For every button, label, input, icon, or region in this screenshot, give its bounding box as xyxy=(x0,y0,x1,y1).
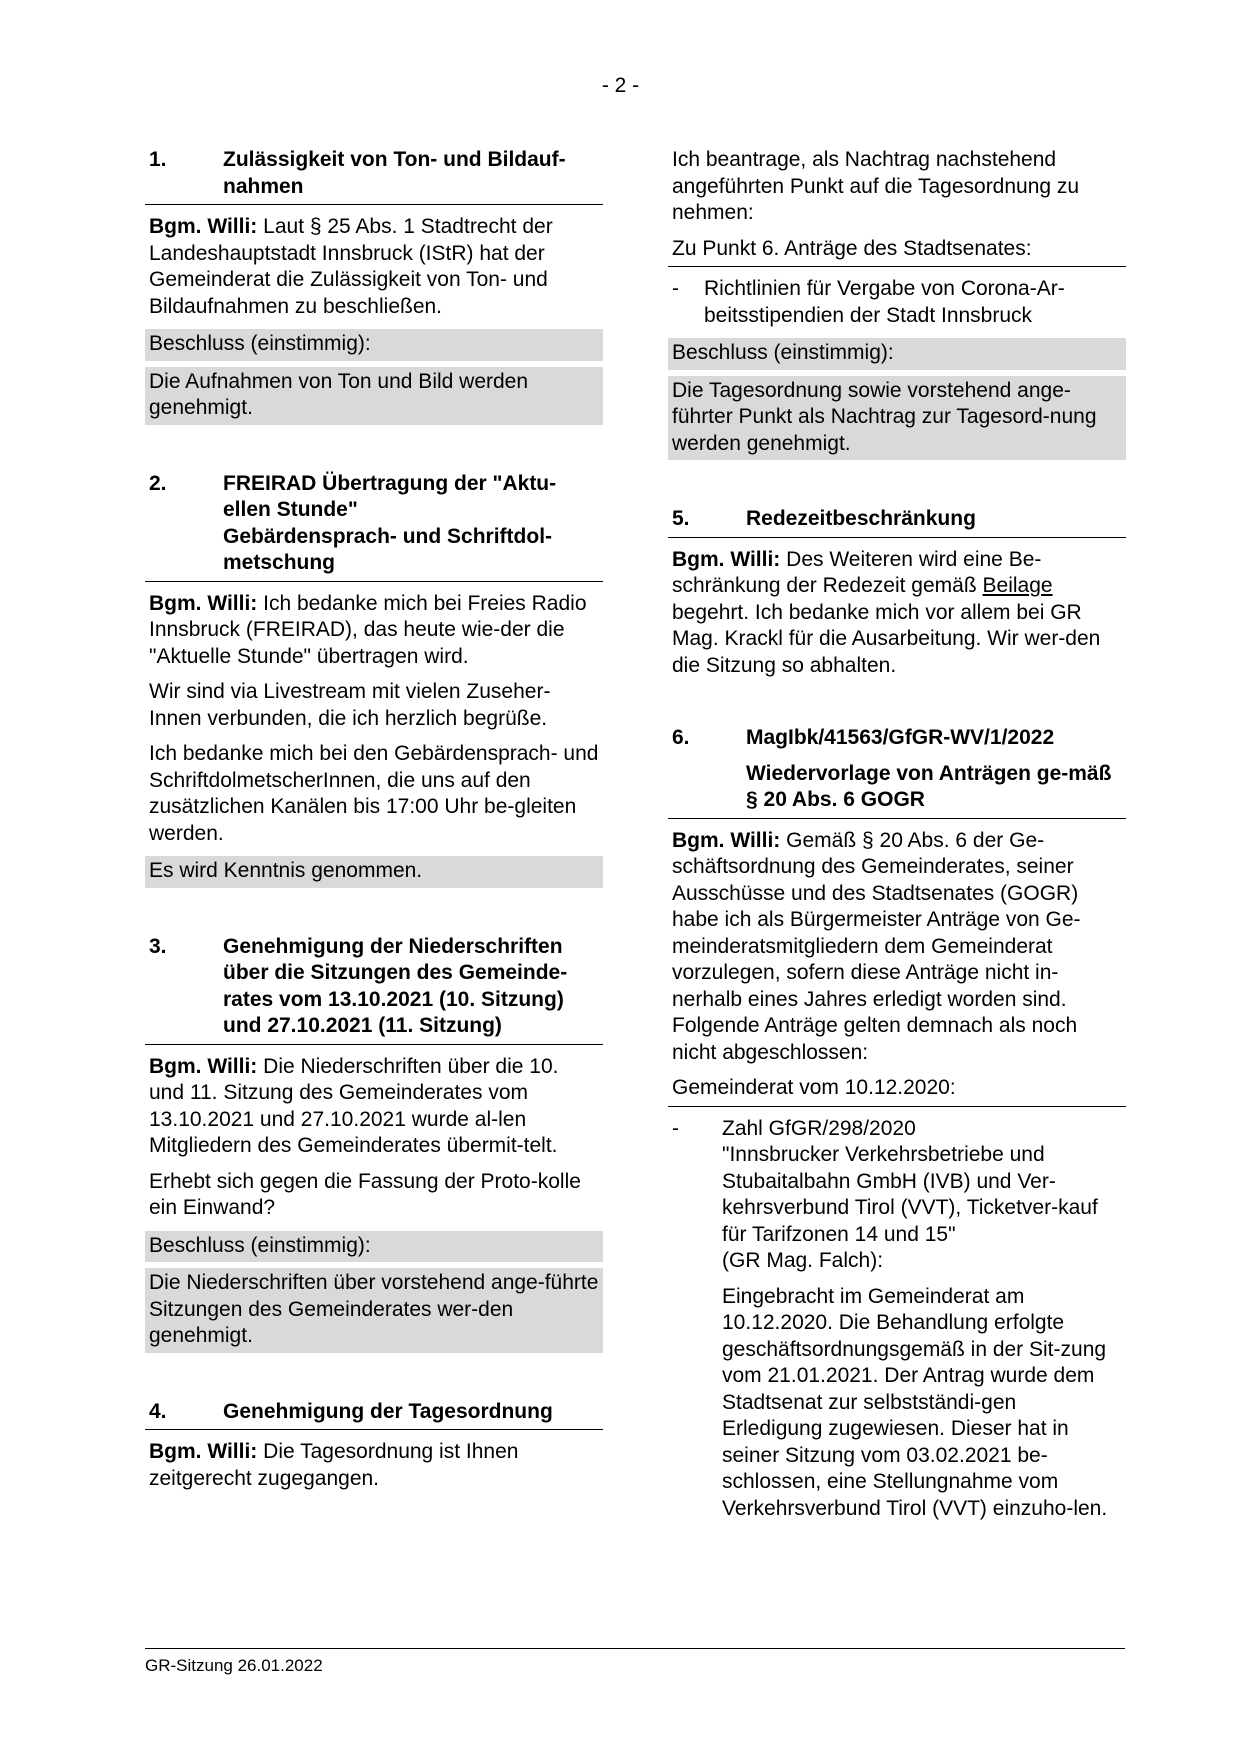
attachment-link[interactable]: Beilage xyxy=(982,574,1053,597)
speech-text: begehrt. Ich bedanke mich vor allem bei GR Mag. Krackl für die Ausarbeitung. Wir wer-den die Sitzung so abhalten. xyxy=(672,600,1101,677)
speech-text: Ich bedanke mich bei Freies Radio Innsbruck (FREIRAD), das heute wie-der die "Aktuelle Stunde" übertragen wird. xyxy=(149,591,587,668)
speech-text: Die Tagesordnung ist Ihnen zeitgerecht zugegangen. xyxy=(149,1440,519,1490)
decision-text: Die Niederschriften über vorstehend ange-führte Sitzungen des Gemeinderates wer-den genehmigt. xyxy=(145,1268,603,1353)
section-number: 5. xyxy=(672,507,690,530)
decision-text: Die Aufnahmen von Ton und Bild werden genehmigt. xyxy=(145,367,603,425)
speaker-label: Bgm. Willi: xyxy=(672,828,781,852)
speaker-label: Bgm. Willi: xyxy=(149,591,258,615)
speaker-label: Bgm. Willi: xyxy=(149,1054,258,1078)
section-5-heading xyxy=(668,506,1126,538)
paragraph: Ich bedanke mich bei den Gebärdensprach- und SchriftdolmetscherInnen, die uns auf den zusätzlichen Kanälen bis 17:00 Uhr be-gleiten werden. xyxy=(149,742,599,845)
section-1-heading xyxy=(145,147,603,205)
section-title: Zulässigkeit von Ton- und Bildauf-nahmen xyxy=(223,148,566,198)
section-title: Genehmigung der Niederschriften über die Sitzungen des Gemeinde-rates vom 13.10.2021 (10. Sitzung) und 27.10.2021 (11. Sitzung) xyxy=(223,934,568,1037)
section-6-heading xyxy=(668,725,1126,752)
agenda-point-label: Zu Punkt 6. Anträge des Stadtsenates: xyxy=(668,236,1126,268)
speech-text: Laut § 25 Abs. 1 Stadtrecht der Landeshauptstadt Innsbruck (IStR) hat der Gemeinderat die Zulässigkeit von Ton- und Bildaufnahmen zu beschließen. xyxy=(149,215,553,318)
paragraph: Wir sind via Livestream mit vielen Zuseher-Innen verbunden, die ich herzlich begrüße. xyxy=(149,680,551,730)
speech-paragraph xyxy=(668,828,1126,1067)
sub-heading: Gemeinderat vom 10.12.2020: xyxy=(668,1075,1126,1107)
list-item-line: Zahl GfGR/298/2020 xyxy=(722,1116,916,1140)
speaker-label: Bgm. Willi: xyxy=(149,1440,258,1463)
speech-paragraph xyxy=(145,1054,603,1160)
speech-paragraph xyxy=(145,1439,603,1492)
speaker-label: Bgm. Willi: xyxy=(149,215,258,238)
list-item-body xyxy=(722,1116,1122,1275)
paragraph: Erhebt sich gegen die Fassung der Proto-kolle ein Einwand? xyxy=(149,1169,581,1219)
page-footer: GR-Sitzung 26.01.2022 xyxy=(145,1648,1125,1676)
speech-paragraph xyxy=(145,591,603,671)
section-number: 4. xyxy=(149,1399,167,1423)
section-title-line: Gebärdensprach- und Schriftdol-metschung xyxy=(223,524,553,574)
decision-label: Beschluss (einstimmig): xyxy=(145,1231,603,1263)
section-title xyxy=(223,471,599,577)
section-2-heading xyxy=(145,471,603,582)
section-title: Redezeitbeschränkung xyxy=(746,507,976,530)
speech-paragraph xyxy=(668,547,1126,680)
section-number: 2. xyxy=(149,471,167,495)
section-number: 1. xyxy=(149,148,167,171)
list-item-line: "Innsbrucker Verkehrsbetriebe und Stubaitalbahn GmbH (IVB) und Ver-kehrsverbund Tirol (VVT), Ticketver-kauf für Tarifzonen 14 und 15" xyxy=(722,1143,1098,1246)
list-item-paragraph: Eingebracht im Gemeinderat am 10.12.2020. Die Behandlung erfolgte geschäftsordnungsgemäß in der Sit-zung vom 21.01.2021. Der Antrag wurde dem Stadtsenat zur selbstständi-gen Erledigung zugewiesen. Dieser hat in seiner Sitzung vom 03.02.2021 be-schlossen, eine Stellungnahme vom Verkehrsverbund Tirol (VVT) einzuho-len. xyxy=(722,1284,1108,1520)
list-item-line: (GR Mag. Falch): xyxy=(722,1249,884,1272)
right-column xyxy=(668,147,1126,1522)
speech-paragraph xyxy=(145,214,603,320)
list-item xyxy=(668,276,1126,329)
page-number: - 2 - xyxy=(601,74,640,97)
left-column xyxy=(145,147,603,1492)
section-title: Wiedervorlage von Anträgen ge-mäß § 20 Abs. 6 GOGR xyxy=(668,761,1126,819)
speaker-label: Bgm. Willi: xyxy=(672,547,781,571)
decision-label: Beschluss (einstimmig): xyxy=(668,338,1126,370)
section-title-line: FREIRAD Übertragung der "Aktu-ellen Stunde" xyxy=(223,471,557,521)
decision-label: Beschluss (einstimmig): xyxy=(145,329,603,361)
decision-text: Die Tagesordnung sowie vorstehend ange-führter Punkt als Nachtrag zur Tagesord-nung werden genehmigt. xyxy=(668,376,1126,461)
section-4-heading xyxy=(145,1399,603,1431)
list-item xyxy=(668,1116,1126,1275)
section-code: MagIbk/41563/GfGR-WV/1/2022 xyxy=(746,726,1055,749)
list-marker: - xyxy=(672,1116,679,1140)
paragraph: Ich beantrage, als Nachtrag nachstehend angeführten Punkt auf die Tagesordnung zu nehmen: xyxy=(672,148,1080,224)
speech-text: Des Weiteren wird eine Be-schränkung der Redezeit gemäß xyxy=(672,547,1042,597)
section-number: 6. xyxy=(672,726,690,749)
list-marker: - xyxy=(672,277,679,300)
section-3-heading xyxy=(145,934,603,1045)
note-text: Es wird Kenntnis genommen. xyxy=(145,856,603,888)
speech-text: Gemäß § 20 Abs. 6 der Ge-schäftsordnung des Gemeinderates, seiner Ausschüsse und des Stadtsenates (GOGR) habe ich als Bürgermeister Anträge von Ge-meinderatsmitgliedern dem Gemeinderat vorzulegen, sofern diese Anträge nicht in-nerhalb eines Jahres erledigt worden sind. Folgende Anträge gelten demnach als noch nicht abgeschlossen: xyxy=(672,828,1081,1064)
speech-text: Die Niederschriften über die 10. und 11. Sitzung des Gemeinderates vom 13.10.2021 und 27.10.2021 wurde al-len Mitgliedern des Gemeinderates übermit-telt. xyxy=(149,1054,559,1157)
section-title: Genehmigung der Tagesordnung xyxy=(223,1399,553,1423)
section-number: 3. xyxy=(149,934,167,958)
list-item-text: Richtlinien für Vergabe von Corona-Ar-beitsstipendien der Stadt Innsbruck xyxy=(704,277,1065,327)
